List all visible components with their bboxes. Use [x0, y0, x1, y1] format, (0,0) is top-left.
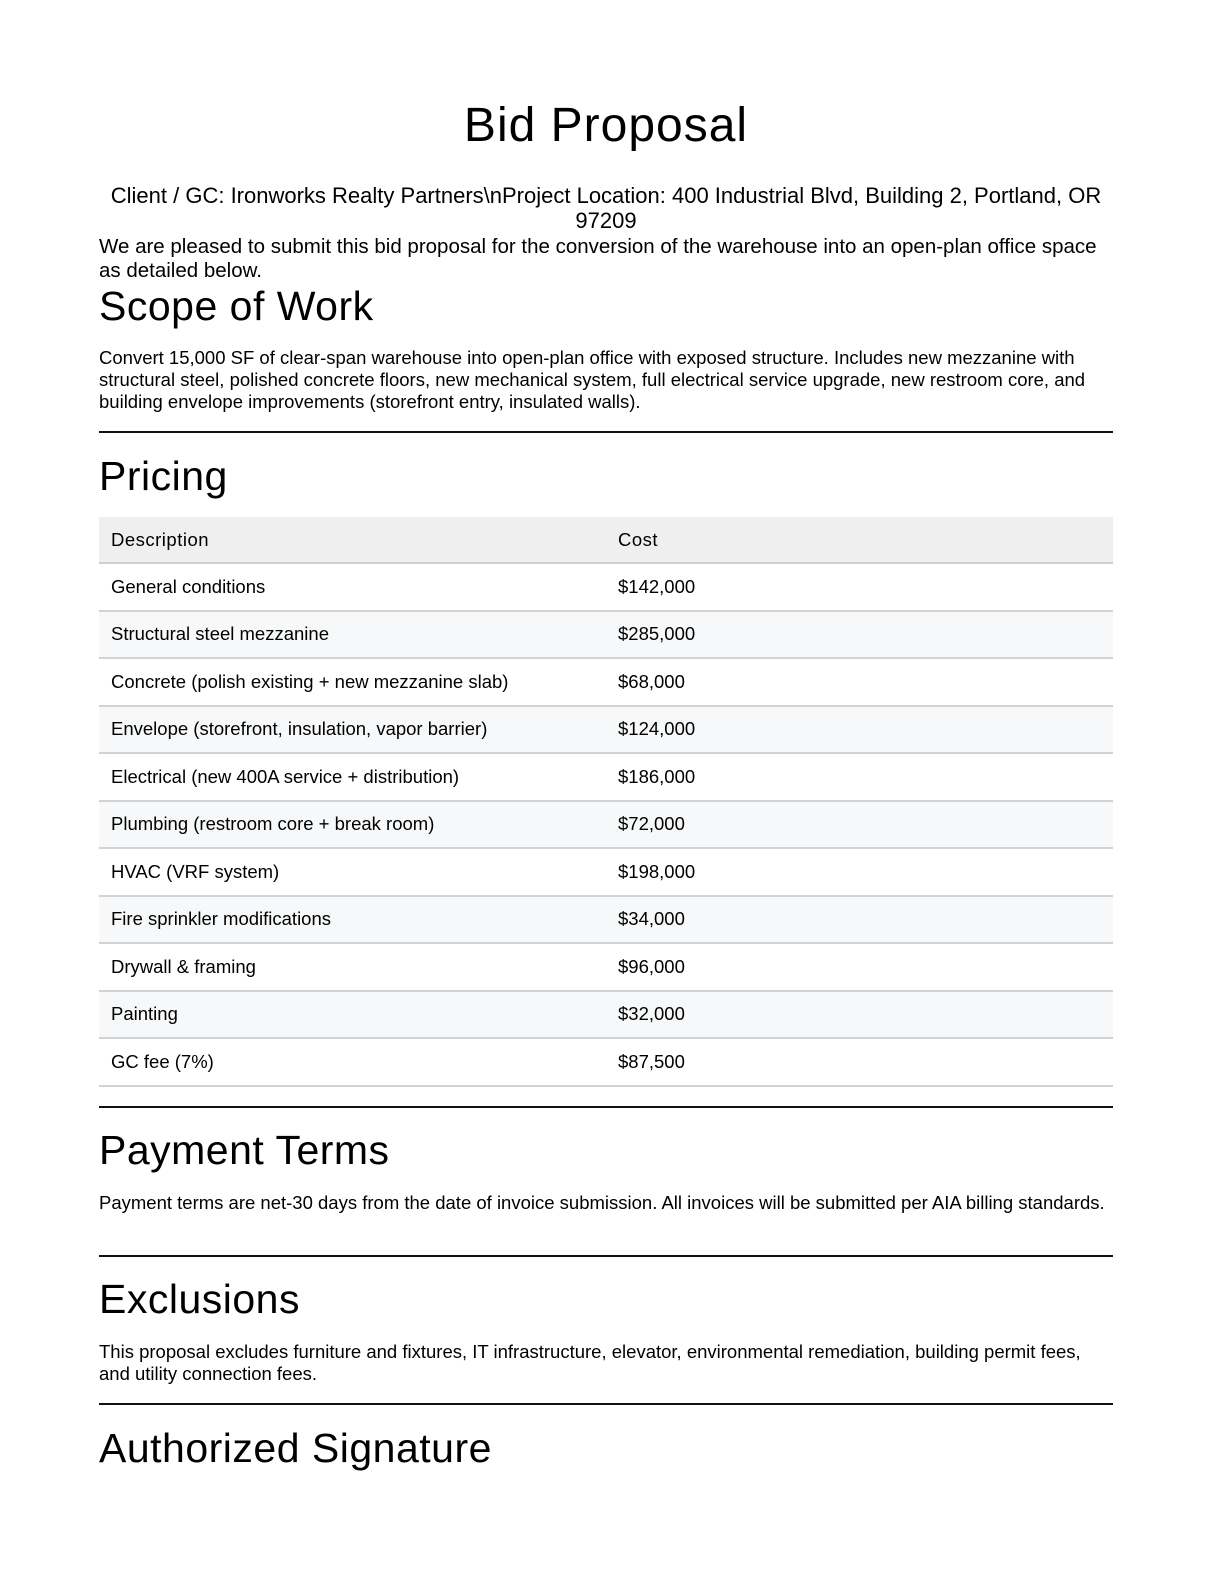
row-cost: $186,000 — [606, 753, 1113, 801]
row-cost: $34,000 — [606, 896, 1113, 944]
scope-text: Convert 15,000 SF of clear-span warehouse into open-plan office with exposed structure. Includes new mezzanine with structural steel, polished concrete floors, new mechanical system, full electrical service upgrade, new restroom core, and building envelope improvements (storefront entry, insulated walls). — [99, 347, 1086, 412]
payment-terms-text: Payment terms are net-30 days from the date of invoice submission. All invoices will be submitted per AIA billing standards. — [99, 1192, 1105, 1213]
pricing-table — [99, 517, 1113, 1087]
column-header-cost: Cost — [606, 517, 1113, 563]
authorized-signature-heading: Authorized Signature — [99, 1425, 492, 1471]
row-description: Plumbing (restroom core + break room) — [99, 801, 606, 849]
row-description: Painting — [99, 991, 606, 1039]
table-row — [99, 848, 1113, 896]
table-row — [99, 943, 1113, 991]
payment-terms-heading: Payment Terms — [99, 1127, 390, 1173]
section-divider — [99, 1403, 1113, 1405]
table-row — [99, 658, 1113, 706]
pricing-heading: Pricing — [99, 453, 228, 499]
row-cost: $32,000 — [606, 991, 1113, 1039]
exclusions-text: This proposal excludes furniture and fixtures, IT infrastructure, elevator, environmental remediation, building permit fees, and utility connection fees. — [99, 1341, 1081, 1384]
table-row — [99, 706, 1113, 754]
table-row — [99, 991, 1113, 1039]
table-row — [99, 563, 1113, 611]
table-row — [99, 611, 1113, 659]
scope-heading: Scope of Work — [99, 283, 374, 329]
client-project-line: Client / GC: Ironworks Realty Partners\nProject Location: 400 Industrial Blvd, Building 2, Portland, OR 97209 — [110, 183, 1102, 233]
column-header-description: Description — [99, 517, 606, 563]
row-cost: $198,000 — [606, 848, 1113, 896]
intro-paragraph: We are pleased to submit this bid proposal for the conversion of the warehouse into an open-plan office space as detailed below. — [99, 235, 1097, 282]
row-description: Structural steel mezzanine — [99, 611, 606, 659]
table-header-row — [99, 517, 1113, 563]
table-row — [99, 1038, 1113, 1086]
row-cost: $87,500 — [606, 1038, 1113, 1086]
row-description: GC fee (7%) — [99, 1038, 606, 1086]
table-row — [99, 753, 1113, 801]
section-divider — [99, 1255, 1113, 1257]
exclusions-heading: Exclusions — [99, 1276, 300, 1322]
row-cost: $285,000 — [606, 611, 1113, 659]
row-description: General conditions — [99, 563, 606, 611]
row-cost: $96,000 — [606, 943, 1113, 991]
row-cost: $68,000 — [606, 658, 1113, 706]
row-description: Fire sprinkler modifications — [99, 896, 606, 944]
row-description: Electrical (new 400A service + distribution) — [99, 753, 606, 801]
row-cost: $124,000 — [606, 706, 1113, 754]
row-description: Concrete (polish existing + new mezzanine slab) — [99, 658, 606, 706]
row-description: HVAC (VRF system) — [99, 848, 606, 896]
document-title: Bid Proposal — [463, 99, 749, 152]
row-cost: $72,000 — [606, 801, 1113, 849]
row-cost: $142,000 — [606, 563, 1113, 611]
table-row — [99, 801, 1113, 849]
section-divider — [99, 1106, 1113, 1108]
section-divider — [99, 431, 1113, 433]
table-row — [99, 896, 1113, 944]
row-description: Drywall & framing — [99, 943, 606, 991]
row-description: Envelope (storefront, insulation, vapor barrier) — [99, 706, 606, 754]
